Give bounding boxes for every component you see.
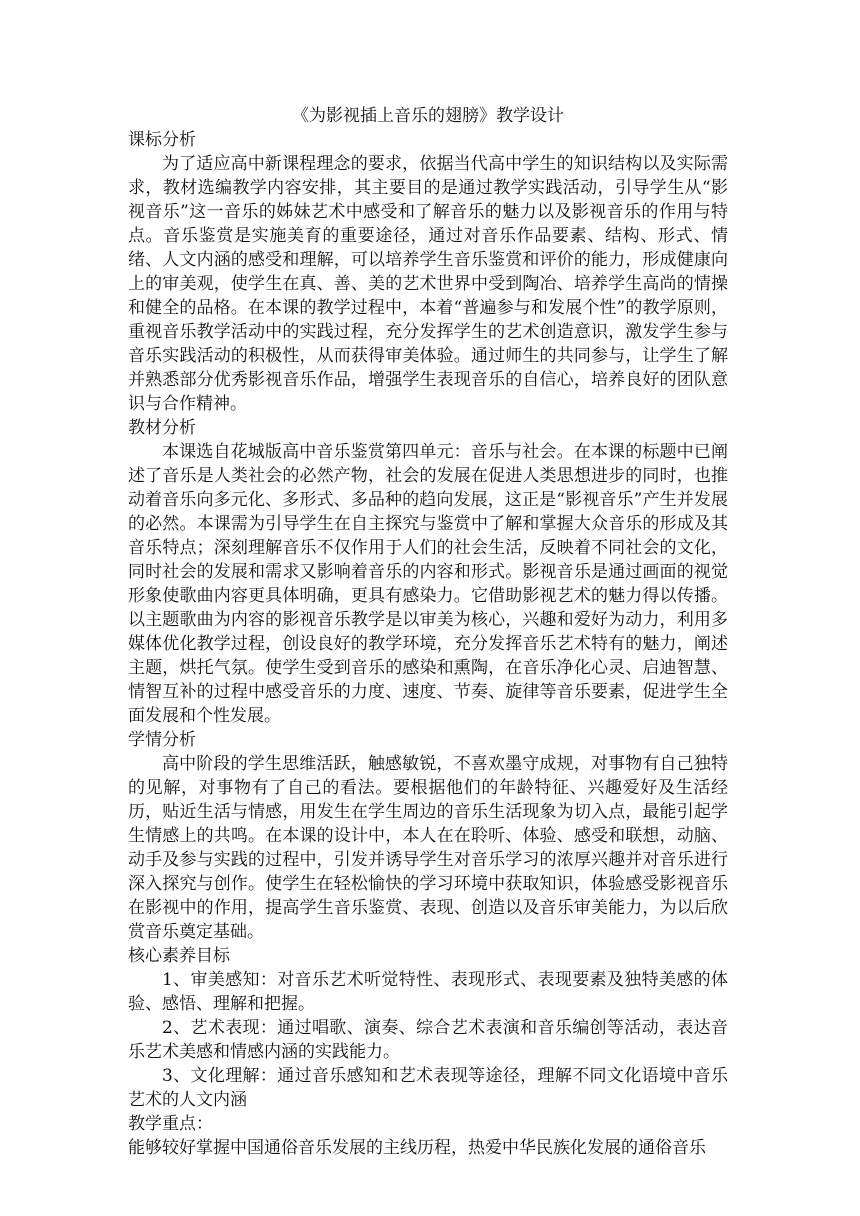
section-paragraph: 高中阶段的学生思维活跃，触感敏锐，不喜欢墨守成规，对事物有自己独特的见解，对事物有了自己的看法。要根据他们的年龄特征、兴趣爱好及生活经历，贴近生活与情感，用发生在学生周边的音乐生活现象为切入点，最能引起学生情感上的共鸣。在本课的设计中，本人在在聆听、体验、感受和联想，动脑、动手及参与实践的过程中，引发并诱导学生对音乐学习的浓厚兴趣并对音乐进行深入探究与创作。使学生在轻松愉快的学习环境中获取知识，体验感受影视音乐在影视中的作用，提高学生音乐鉴赏、表现、创造以及音乐审美能力，为以后欣赏音乐奠定基础。	[128, 754, 728, 942]
focus-text: 能够较好掌握中国通俗音乐发展的主线历程，热爱中华民族化发展的通俗音乐	[128, 1138, 706, 1158]
section-heading: 教学重点：	[128, 1114, 213, 1134]
section-textbook-analysis	[128, 416, 728, 728]
goal-item: 1、审美感知：对音乐艺术听觉特性、表现形式、表现要素及独特美感的体验、感悟、理解和把握。	[128, 970, 728, 1014]
section-paragraph: 本课选自花城版高中音乐鉴赏第四单元：音乐与社会。在本课的标题中已阐述了音乐是人类社会的必然产物，社会的发展在促进人类思想进步的同时，也推动着音乐向多元化、多形式、多品种的趋向发展，这正是“影视音乐”产生并发展的必然。本课需为引导学生在自主探究与鉴赏中了解和掌握大众音乐的形成及其音乐特点；深刻理解音乐不仅作用于人们的社会生活，反映着不同社会的文化，同时社会的发展和需求又影响着音乐的内容和形式。影视音乐是通过画面的视觉形象使歌曲内容更具体明确，更具有感染力。它借助影视艺术的魅力得以传播。以主题歌曲为内容的影视音乐教学是以审美为核心，兴趣和爱好为动力，利用多媒体优化教学过程，创设良好的教学环境，充分发挥音乐艺术特有的魅力，阐述主题，烘托气氛。使学生受到音乐的感染和熏陶，在音乐净化心灵、启迪智慧、情智互补的过程中感受音乐的力度、速度、节奏、旋律等音乐要素，促进学生全面发展和个性发展。	[128, 442, 728, 726]
section-heading: 课标分析	[128, 130, 196, 150]
section-curriculum-analysis	[128, 128, 728, 416]
document-title: 《为影视插上音乐的翅膀》教学设计	[292, 106, 564, 126]
goal-item: 3、文化理解：通过音乐感知和艺术表现等途径，理解不同文化语境中音乐艺术的人文内涵	[128, 1066, 728, 1110]
section-student-analysis	[128, 728, 728, 944]
section-heading: 教材分析	[128, 418, 196, 438]
section-heading: 学情分析	[128, 730, 196, 750]
section-heading: 核心素养目标	[128, 946, 230, 966]
goal-item: 2、艺术表现：通过唱歌、演奏、综合艺术表演和音乐编创等活动，表达音乐艺术美感和情感内涵的实践能力。	[128, 1018, 728, 1062]
section-teaching-focus	[128, 1112, 728, 1160]
section-core-literacy-goals	[128, 944, 728, 1112]
section-paragraph: 为了适应高中新课程理念的要求，依据当代高中学生的知识结构以及实际需求，教材选编教学内容安排，其主要目的是通过教学实践活动，引导学生从“影视音乐”这一音乐的姊妹艺术中感受和了解音乐的魅力以及影视音乐的作用与特点。音乐鉴赏是实施美育的重要途径，通过对音乐作品要素、结构、形式、情绪、人文内涵的感受和理解，可以培养学生音乐鉴赏和评价的能力，形成健康向上的审美观，使学生在真、善、美的艺术世界中受到陶冶、培养学生高尚的情操和健全的品格。在本课的教学过程中，本着“普遍参与和发展个性”的教学原则，重视音乐教学活动中的实践过程，充分发挥学生的艺术创造意识，激发学生参与音乐实践活动的积极性，从而获得审美体验。通过师生的共同参与，让学生了解并熟悉部分优秀影视音乐作品，增强学生表现音乐的自信心，培养良好的团队意识与合作精神。	[128, 154, 728, 414]
document-body	[128, 104, 728, 1160]
